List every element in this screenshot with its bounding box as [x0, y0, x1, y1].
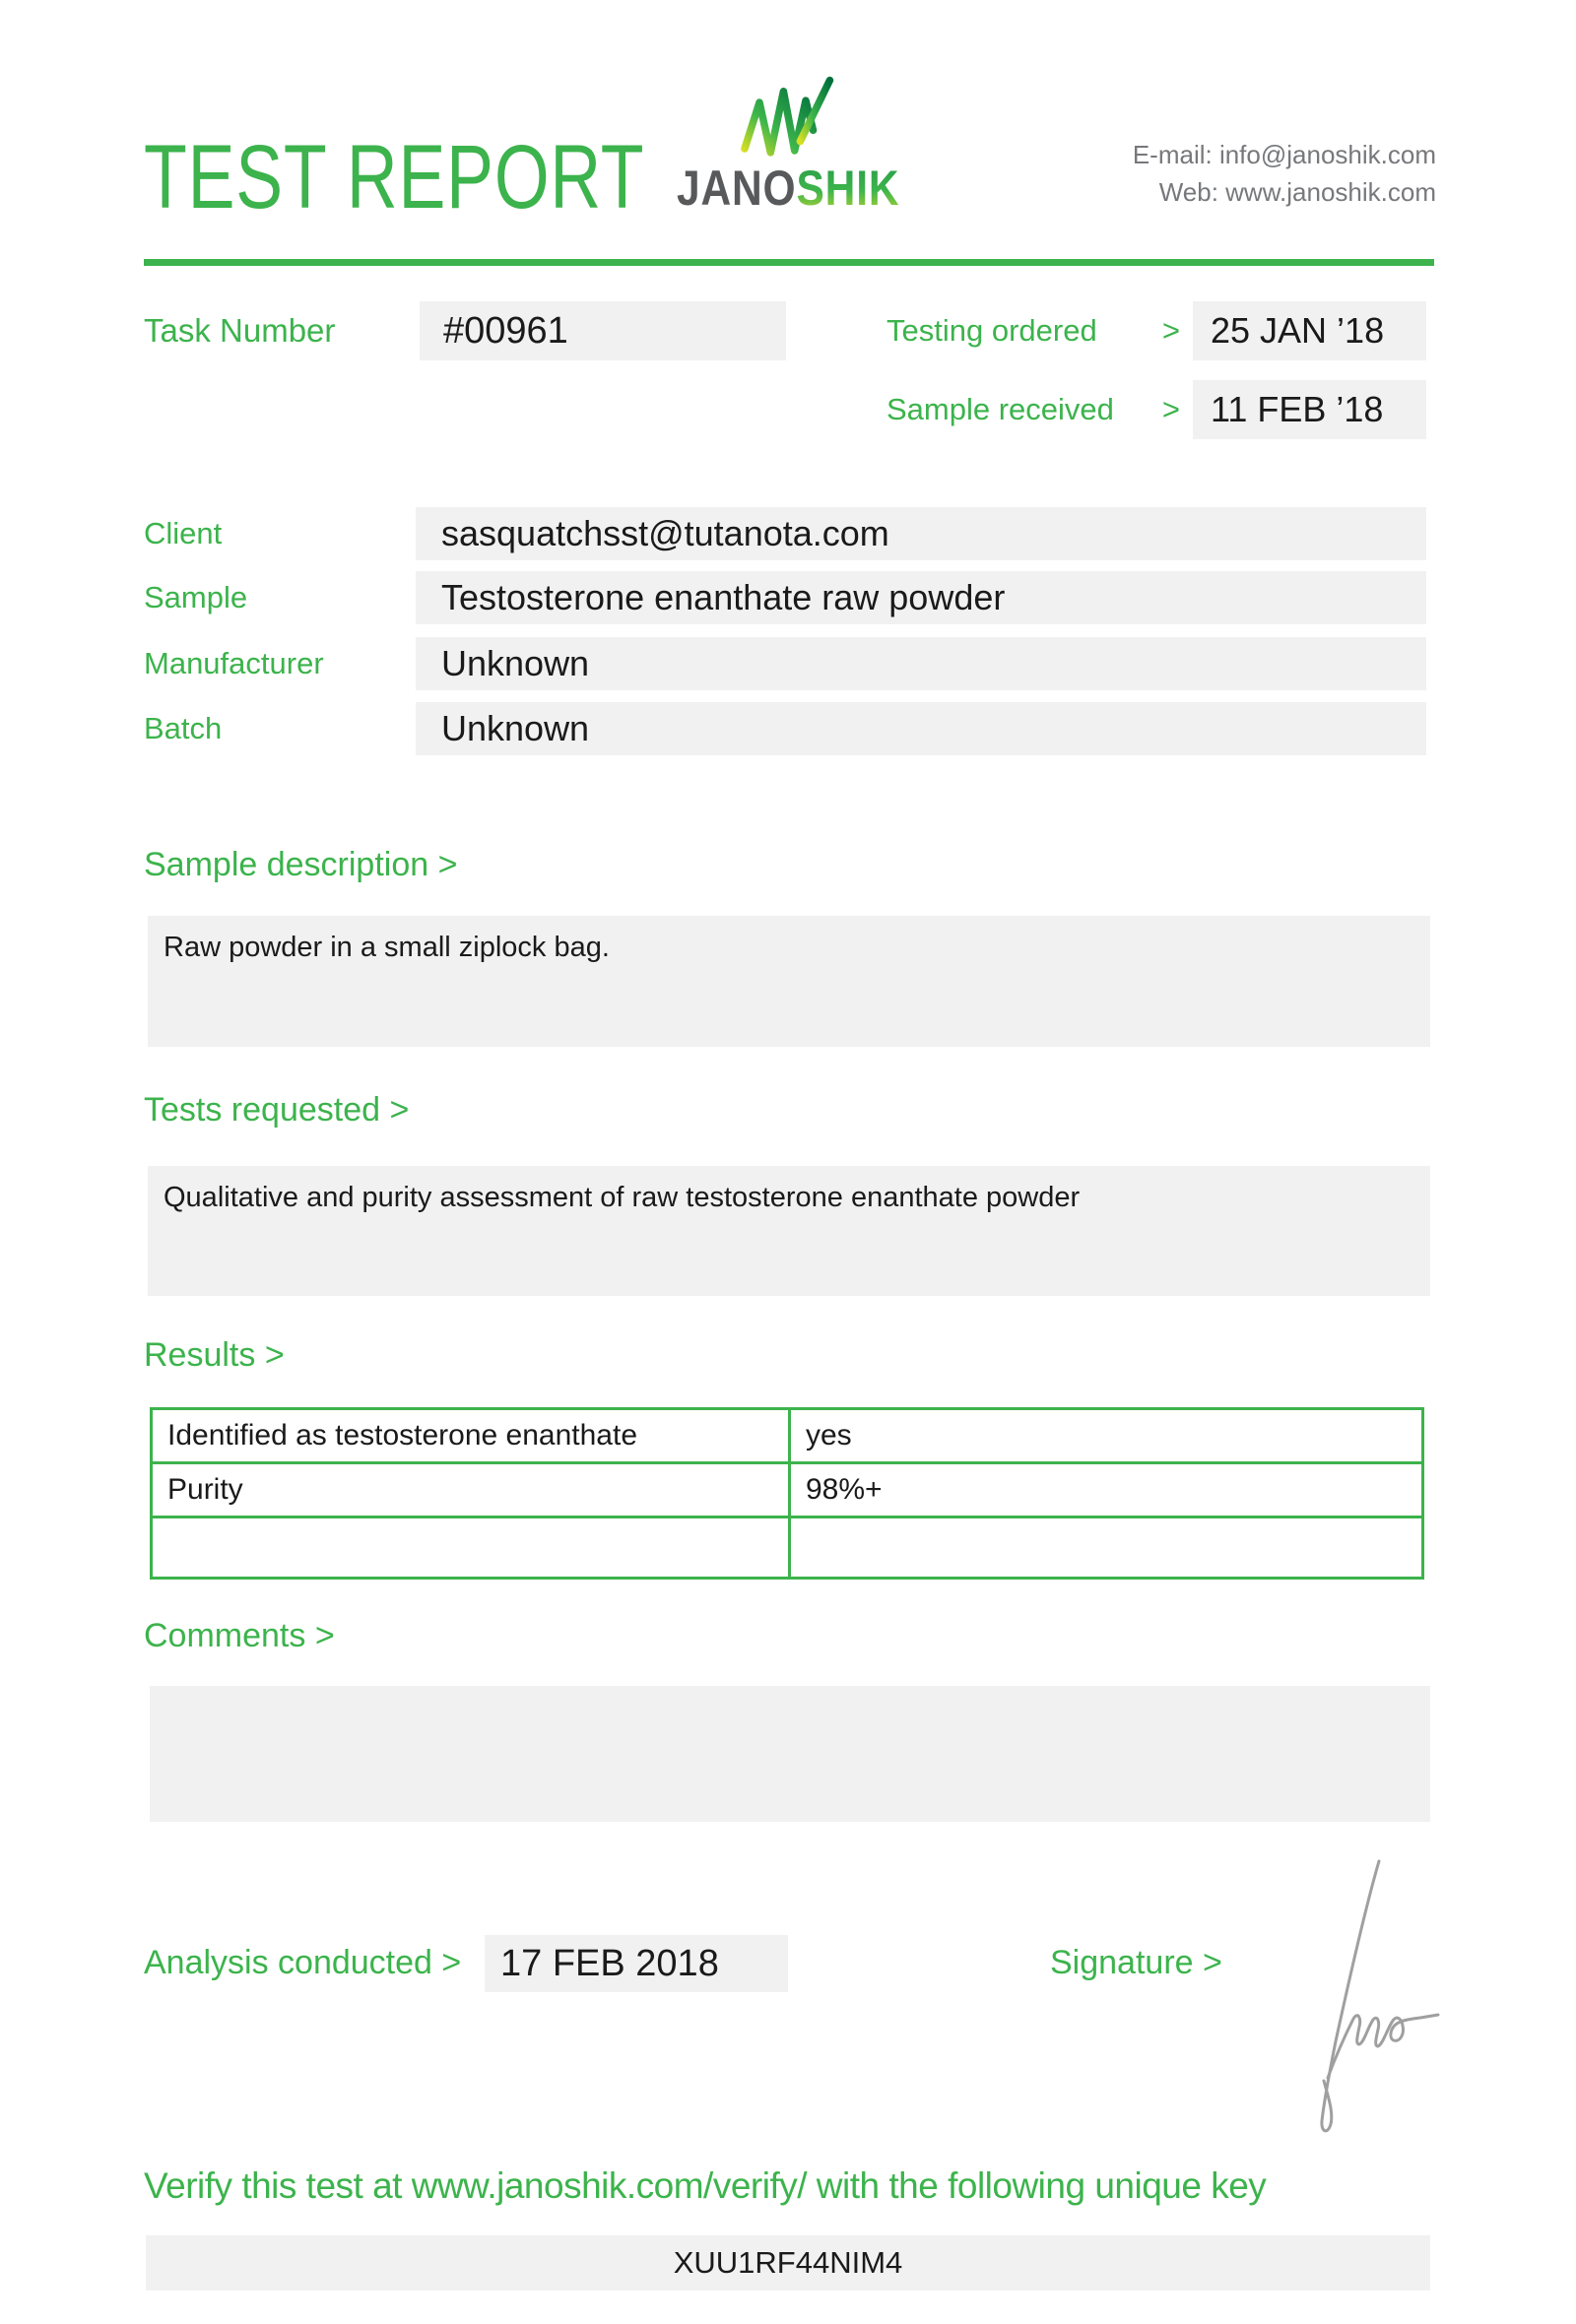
manufacturer-label: Manufacturer — [144, 646, 324, 680]
contact-web: Web: www.janoshik.com — [1158, 177, 1436, 207]
sample-value: Testosterone enanthate raw powder — [416, 571, 1426, 624]
results-row-value: 98%+ — [791, 1464, 1421, 1516]
sample-label: Sample — [144, 580, 248, 614]
arrow-glyph: > — [1161, 392, 1180, 426]
client-label: Client — [144, 516, 223, 550]
contact-email: E-mail: info@janoshik.com — [1132, 140, 1436, 169]
signature-image — [1298, 1849, 1446, 2140]
sample-received-label: Sample received > — [886, 380, 1180, 439]
arrow-glyph: > — [1161, 313, 1180, 348]
tests-requested-box: Qualitative and purity assessment of raw testosterone enanthate powder — [148, 1166, 1430, 1296]
analysis-date-value: 17 FEB 2018 — [485, 1935, 788, 1992]
results-row-value — [791, 1518, 1421, 1577]
results-row-name: Identified as testosterone enanthate — [153, 1410, 788, 1461]
results-heading: Results > — [144, 1336, 285, 1374]
task-number-value: #00961 — [420, 301, 786, 360]
client-value: sasquatchsst@tutanota.com — [416, 507, 1426, 560]
batch-label: Batch — [144, 711, 223, 745]
page-title-text: TEST REPORT — [144, 127, 645, 227]
manufacturer-value: Unknown — [416, 637, 1426, 690]
header-divider — [144, 259, 1434, 266]
contact-block — [1022, 136, 1436, 211]
batch-value: Unknown — [416, 702, 1426, 755]
sample-received-value: 11 FEB ’18 — [1193, 380, 1426, 439]
sample-description-heading: Sample description > — [144, 846, 458, 883]
tests-requested-heading: Tests requested > — [144, 1091, 410, 1129]
sample-description-box: Raw powder in a small ziplock bag. — [148, 916, 1430, 1047]
wordmark-jano: JANO — [676, 161, 797, 216]
signature-label: Signature > — [1050, 1944, 1222, 1981]
wordmark-shik: SHIK — [796, 161, 900, 216]
results-row-name: Purity — [153, 1464, 788, 1516]
results-row-name — [153, 1518, 788, 1577]
task-number-label: Task Number — [144, 312, 336, 349]
testing-ordered-label: Testing ordered > — [886, 301, 1180, 360]
comments-box — [150, 1686, 1430, 1822]
testing-ordered-value: 25 JAN ’18 — [1193, 301, 1426, 360]
results-table — [150, 1407, 1424, 1580]
janoshik-chart-logo-icon — [737, 73, 843, 165]
results-row-value: yes — [791, 1410, 1421, 1461]
comments-heading: Comments > — [144, 1617, 335, 1654]
analysis-conducted-label: Analysis conducted > — [144, 1944, 462, 1981]
verify-key: XUU1RF44NIM4 — [146, 2235, 1430, 2291]
janoshik-wordmark — [654, 161, 922, 215]
verify-instruction: Verify this test at www.janoshik.com/verify/ with the following unique key — [144, 2165, 1267, 2206]
